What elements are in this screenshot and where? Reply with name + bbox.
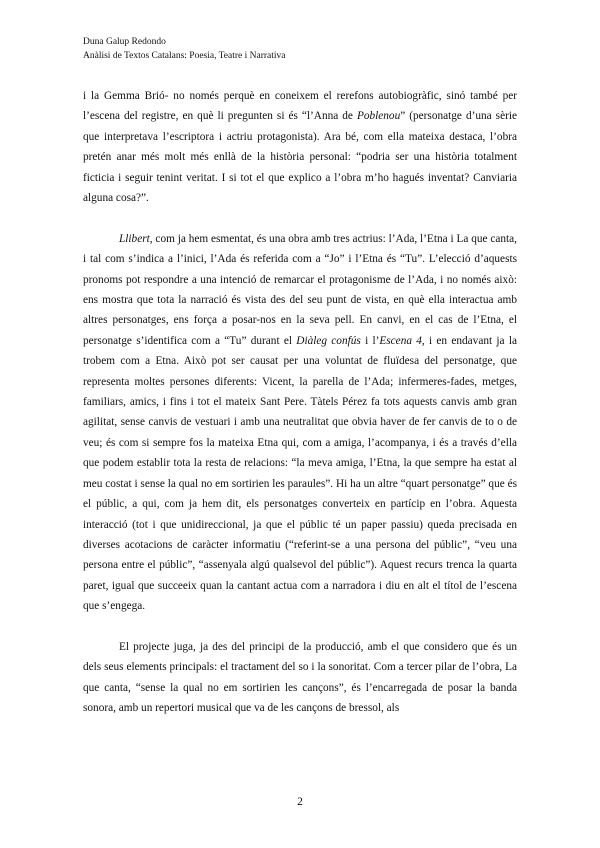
paragraph-2-italic-dialeg: Diàleg confús <box>296 334 361 347</box>
paragraph-1-text-c: ” (personatge d’una sèrie que interpretava l’escriptora i actriu protagonista). Ara bé, com ella mateixa destaca, l’obra pretén anar més molt més enllà de la història personal: “podria ser una història totalment ficticia i seguir tenint veritat. I si tot el que explico a l’obra m’ho hagués inventat? Canviaria alguna cosa?”. <box>83 110 517 205</box>
paragraph-2-text-f: , i en endavant ja la trobem com a Etna. Això pot ser causat per una voluntat de fluïdesa del personatge, que representa moltes persones diferents: Vicent, la parella de l’Ada; infermeres-fades, metges, familiars, amics, i fins i tot el mateix Sant Pere. Tàtels Pérez fa tots aquests canvis amb gran agilitat, sense canvis de vestuari i amb una neutralitat que obvia haver de fer canvis de to o de veu; és com si sempre fos la mateixa Etna qui, com a amiga, l’acompanya, i és a través d’ella que podem establir tota la resta de relacions: “la meva amiga, l’Etna, la que sempre ha estat al meu costat i sense la qual no em sortirien les paraules”. Hi ha un altre “quart personatge” que és el públic, a qui, com ja hem dit, els personatges converteix en partícip en l’obra. Aquesta interacció (tot i que unidireccional, ja que el públic té un paper passiu) queda precisada en diverses acotacions de caràcter informatiu (“referint-se a una persona del públic”, “veu una persona entre el públic”, “assenyala algú qualsevol del públic”). Aquest recurs trenca la quarta paret, igual que succeeix quan la cantant actua com a narradora i diu en alt el títol de l’escena que s’engega. <box>83 334 517 613</box>
paragraph-2-italic-llibert: Llibert <box>119 232 150 245</box>
paragraph-1 <box>83 86 517 208</box>
paragraph-1-text-a: i la Gemma Brió- no només perquè en coneixem el rerefons autobiogràfic, sinó també per l’escena del registre, en què li pregunten si és “l’Anna de <box>83 90 517 123</box>
paragraph-2-text-d: i l’ <box>360 334 380 347</box>
page-header <box>83 36 286 63</box>
author-name: Duna Galup Redondo <box>83 37 166 47</box>
paragraph-1-italic-poblenou: Poblenou <box>356 110 401 123</box>
body-text <box>83 86 517 719</box>
paragraph-2 <box>83 229 517 617</box>
paragraph-2-text-b: , com ja hem esmentat, és una obra amb tres actrius: l’Ada, l’Etna i La que canta, i tal com s’indica a l’inici, l’Ada és referida com a “Jo” i l’Etna és “Tu”. L’elecció d’aquests pronoms pot respondre a una intenció de remarcar el protagonisme de l’Ada, i no només això: ens mostra que tota la narració és vista des del seu punt de vista, en què ella interactua amb altres personatges, ens força a posar-nos en la seva pell. En canvi, en el cas de l’Etna, el personatge s’identifica com a “Tu” durant el <box>83 232 517 347</box>
paragraph-2-italic-escena: Escena 4 <box>379 334 422 347</box>
course-title: Anàlisi de Textos Catalans: Poesia, Teatre i Narrativa <box>83 50 286 61</box>
paragraph-3: El projecte juga, ja des del principi de la producció, amb el que considero que és un dels seus elements principals: el tractament del so i la sonoritat. Com a tercer pilar de l’obra, La que canta, “sense la qual no em sortirien les cançons”, és l’encarregada de posar la banda sonora, amb un repertori musical que va de les cançons de bressol, als <box>83 640 517 715</box>
page-number: 2 <box>297 796 303 808</box>
